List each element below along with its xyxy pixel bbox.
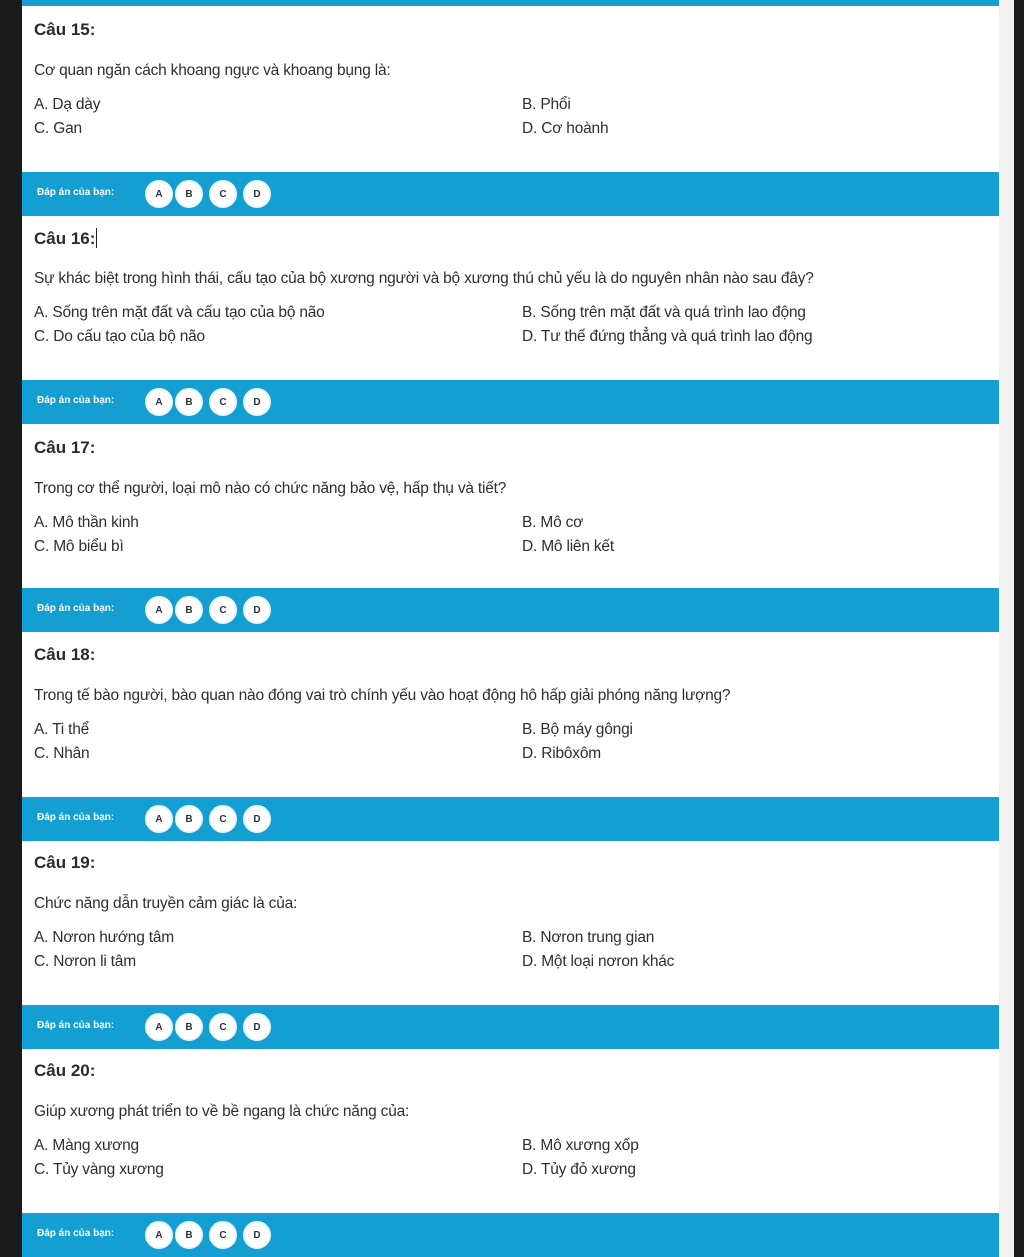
question-title [34, 20, 95, 40]
answer-bar [22, 380, 999, 424]
option-c: C. Gan [34, 120, 82, 137]
answer-choice-c-button[interactable]: C [209, 1013, 237, 1041]
answer-choice-b-button[interactable]: B [175, 1013, 203, 1041]
question-title-text: Câu 16: [34, 229, 96, 248]
answer-choice-a-button[interactable]: A [145, 1013, 173, 1041]
option-b: B. Sống trên mặt đất và quá trình lao động [522, 304, 806, 321]
top-answer-bar-edge [22, 0, 999, 6]
answer-label: Đáp án của bạn: [37, 603, 115, 614]
question-title [34, 228, 97, 249]
answer-choice-d-button[interactable]: D [243, 388, 271, 416]
question-title [34, 438, 95, 458]
answer-bar [22, 588, 999, 632]
option-a: A. Mô thần kinh [34, 514, 139, 531]
answer-bar [22, 172, 999, 216]
answer-choice-b-button[interactable]: B [175, 388, 203, 416]
answer-label: Đáp án của bạn: [37, 812, 115, 823]
answer-bar [22, 797, 999, 841]
answer-choice-a-button[interactable]: A [145, 596, 173, 624]
answer-label: Đáp án của bạn: [37, 1228, 115, 1239]
option-d: D. Tủy đỏ xương [522, 1161, 636, 1178]
option-b: B. Bộ máy gôngi [522, 721, 633, 738]
text-cursor [96, 228, 97, 248]
option-a: A. Dạ dày [34, 96, 101, 113]
option-d: D. Ribôxôm [522, 745, 601, 762]
answer-choice-a-button[interactable]: A [145, 180, 173, 208]
answer-choice-c-button[interactable]: C [209, 596, 237, 624]
answer-choice-d-button[interactable]: D [243, 180, 271, 208]
answer-label: Đáp án của bạn: [37, 395, 115, 406]
answer-label: Đáp án của bạn: [37, 1020, 115, 1031]
answer-choice-d-button[interactable]: D [243, 1013, 271, 1041]
option-b: B. Mô cơ [522, 514, 584, 531]
answer-choice-b-button[interactable]: B [175, 180, 203, 208]
answer-choice-b-button[interactable]: B [175, 805, 203, 833]
question-title-text: Câu 20: [34, 1061, 96, 1080]
option-b: B. Nơron trung gian [522, 929, 655, 946]
question-text: Giúp xương phát triển to về bề ngang là chức năng của: [34, 1103, 410, 1120]
question-title [34, 1061, 95, 1081]
question-title [34, 853, 95, 873]
question-title [34, 645, 95, 665]
question-text: Chức năng dẫn truyền cảm giác là của: [34, 895, 298, 912]
option-c: C. Nơron li tâm [34, 953, 136, 970]
option-c: C. Tủy vàng xương [34, 1161, 164, 1178]
option-c: C. Do cấu tạo của bộ não [34, 328, 205, 345]
question-title-text: Câu 17: [34, 438, 96, 457]
option-a: A. Ti thể [34, 721, 90, 738]
option-d: D. Tư thế đứng thẳng và quá trình lao động [522, 328, 813, 345]
answer-bar [22, 1213, 999, 1257]
option-a: A. Nơron hướng tâm [34, 929, 174, 946]
answer-choice-c-button[interactable]: C [209, 180, 237, 208]
option-c: C. Mô biểu bì [34, 538, 124, 555]
answer-choice-c-button[interactable]: C [209, 1221, 237, 1249]
answer-choice-a-button[interactable]: A [145, 388, 173, 416]
option-b: B. Phổi [522, 96, 571, 113]
answer-choice-d-button[interactable]: D [243, 596, 271, 624]
question-title-text: Câu 19: [34, 853, 96, 872]
option-d: D. Mô liên kết [522, 538, 614, 555]
question-text: Cơ quan ngăn cách khoang ngực và khoang bụng là: [34, 62, 391, 79]
answer-choice-b-button[interactable]: B [175, 1221, 203, 1249]
answer-choice-a-button[interactable]: A [145, 1221, 173, 1249]
scrollbar-track[interactable] [999, 0, 1014, 1257]
answer-choice-d-button[interactable]: D [243, 805, 271, 833]
question-title-text: Câu 15: [34, 20, 96, 39]
option-b: B. Mô xương xốp [522, 1137, 639, 1154]
answer-choice-c-button[interactable]: C [209, 805, 237, 833]
answer-label: Đáp án của bạn: [37, 187, 115, 198]
answer-choice-a-button[interactable]: A [145, 805, 173, 833]
quiz-page [22, 0, 999, 1257]
answer-bar [22, 1005, 999, 1049]
question-text: Sự khác biệt trong hình thái, cấu tạo của bộ xương người và bộ xương thú chủ yếu là do nguyên nhân nào sau đây? [34, 270, 814, 287]
answer-choice-d-button[interactable]: D [243, 1221, 271, 1249]
option-d: D. Một loại nơron khác [522, 953, 675, 970]
option-a: A. Sống trên mặt đất và cấu tạo của bộ não [34, 304, 325, 321]
answer-choice-b-button[interactable]: B [175, 596, 203, 624]
question-title-text: Câu 18: [34, 645, 96, 664]
option-d: D. Cơ hoành [522, 120, 609, 137]
option-a: A. Màng xương [34, 1137, 139, 1154]
question-text: Trong cơ thể người, loại mô nào có chức năng bảo vệ, hấp thụ và tiết? [34, 480, 507, 497]
option-c: C. Nhân [34, 745, 90, 762]
answer-choice-c-button[interactable]: C [209, 388, 237, 416]
question-text: Trong tế bào người, bào quan nào đóng vai trò chính yếu vào hoạt động hô hấp giải phóng năng lượng? [34, 687, 731, 704]
